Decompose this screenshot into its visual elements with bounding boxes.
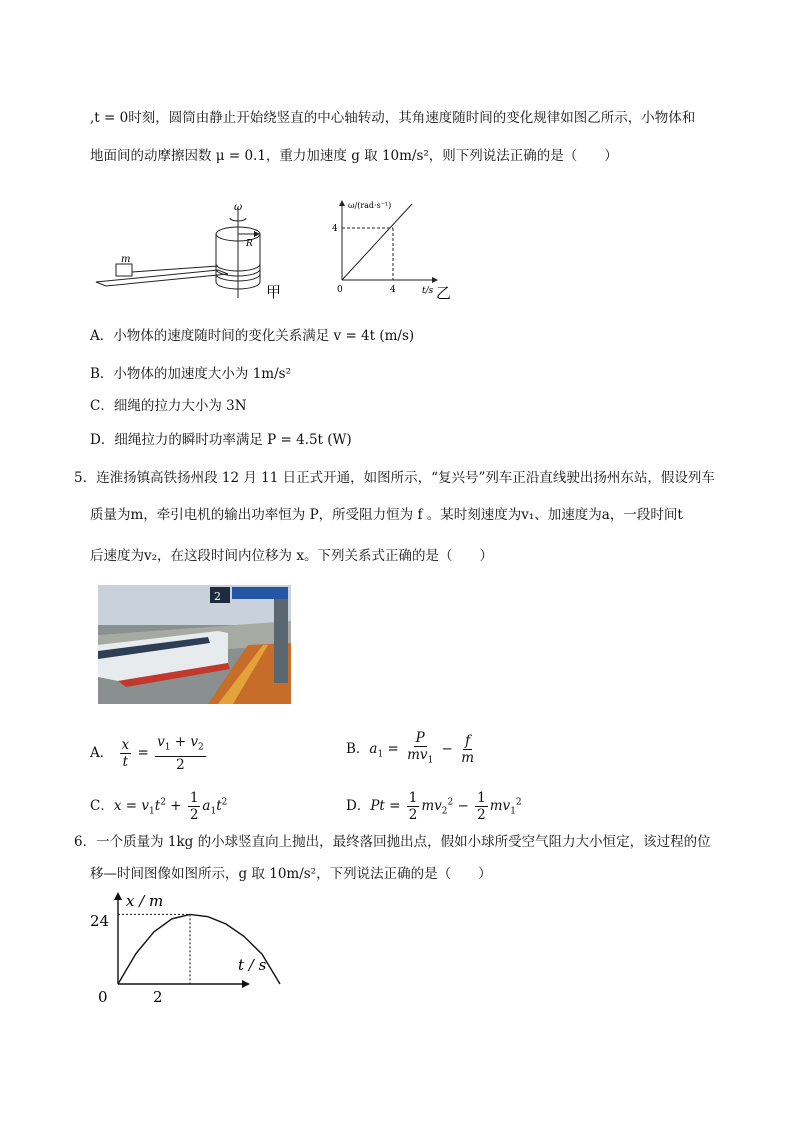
x-tick-0: 0 [98,988,108,1006]
train-photo [98,585,291,704]
mass-label: m [121,254,131,265]
x-axis-label: t / s [238,956,267,974]
q4-text-line2: 地面间的动摩擦因数 μ = 0.1，重力加速度 g 取 10m/s²，则下列说法正确的是（ ） [90,148,618,164]
q6-text-line1: 6．一个质量为 1kg 的小球竖直向上抛出，最终落回抛出点，假如小球所受空气阻力大小恒定，该过程的位 [74,834,711,850]
q5-option-b: B．$a_1$ = $\frac{P}{mv_1}$ − $\frac{f}{m}$ [346,730,475,766]
figure-yi-label: 乙 [436,284,452,302]
yi-origin: 0 [337,285,343,295]
yi-xtick: 4 [390,285,396,295]
q4-option-c: C．细绳的拉力大小为 3N [90,398,247,414]
q5-text-line3: 后速度为v₂，在这段时间内位移为 x。下列关系式正确的是（ ） [90,548,493,564]
block [116,264,132,276]
y-axis-label: x / m [126,892,164,910]
figure-jia [88,198,288,302]
y-tick-24: 24 [90,912,110,930]
platform-sign: 2 [214,590,221,603]
y-axis-arrow [114,892,122,900]
radius-label: R [246,239,253,249]
q5-text-line2: 质量为m，牵引电机的输出功率恒为 P，所受阻力恒为 f 。某时刻速度为v₁、加速度为a，一段时间t [90,507,683,523]
q4-option-d: D．细绳拉力的瞬时功率满足 P = 4.5t (W) [90,432,352,448]
figure-jia-label: 甲 [266,283,282,301]
q4-option-a: A．小物体的速度随时间的变化关系满足 v = 4t (m/s) [90,328,415,344]
yi-ylabel: ω/(rad·s⁻¹) [348,201,392,210]
omega-line [342,204,412,280]
q5-option-d: D．Pt = $\frac{1}{2}$ $mv_2^2$ − $\frac{1}{2}$ $mv_1^2$ [346,790,522,823]
yi-ytick: 4 [332,224,338,234]
x-tick-2: 2 [153,988,163,1006]
q6-xt-chart [86,890,286,1008]
x-axis-arrow [242,980,250,988]
figure-yi [328,196,458,302]
q6-text-line2: 移—时间图像如图所示，g 取 10m/s²，下列说法正确的是（ ） [90,866,492,882]
omega-label: ω [234,202,243,213]
q4-text-line1: ,t = 0时刻，圆筒由静止开始绕竖直的中心轴转动，其角速度随时间的变化规律如图乙所示，小物体和 [90,110,696,126]
yi-xlabel: t/s [422,286,434,296]
q5-option-c: C．$x = v_1t^2$ + $\frac{1}{2}$ $a_1t^2$ [90,790,228,823]
q5-text-line1: 5．连淮扬镇高铁扬州段 12 月 11 日正式开通，如图所示，“复兴号”列车正沿直线驶出扬州东站，假设列车 [74,470,715,486]
q4-option-b: B．小物体的加速度大小为 1m/s² [90,366,291,382]
q5-option-a: A． $\frac{x}{t}$ = $\frac{v_1 + v_2}{2}$ [90,734,204,773]
